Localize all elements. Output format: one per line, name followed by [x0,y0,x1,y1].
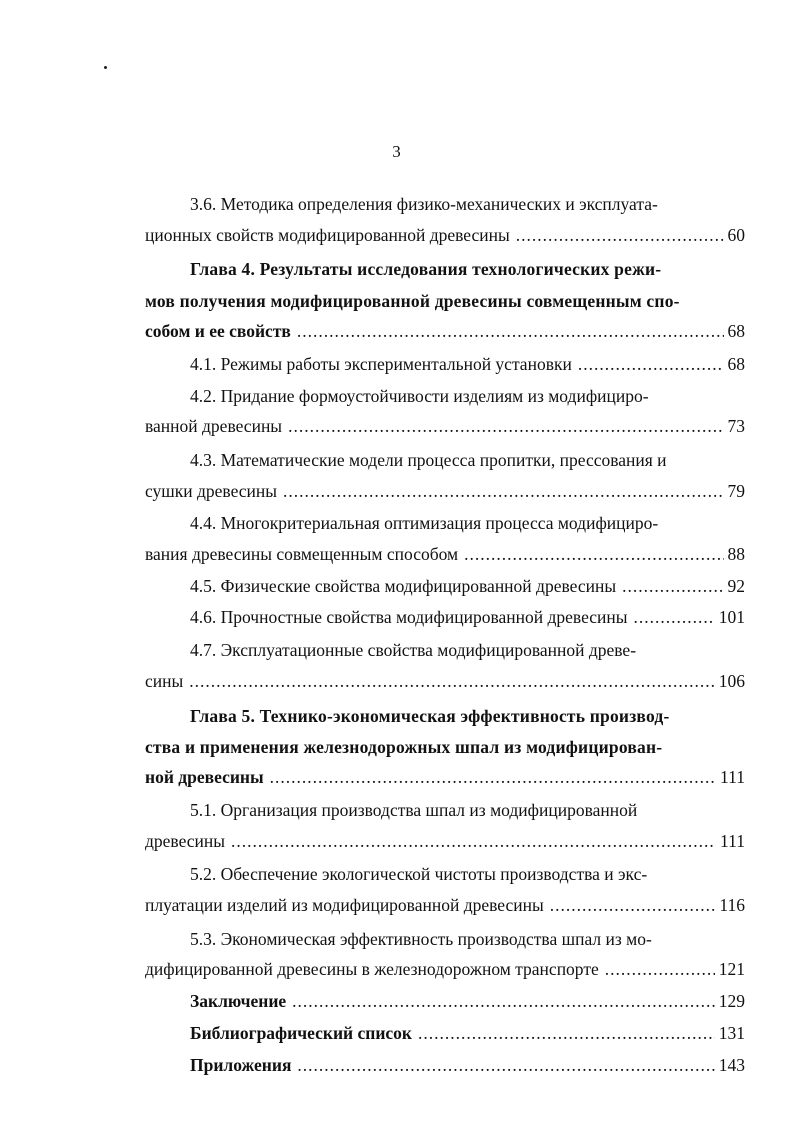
toc-line: 4.6. Прочностные свойства модифицированной древесины [190,607,628,627]
toc-page: 116 [719,895,745,915]
dot-leader [292,987,715,1015]
toc-entry-4-1[interactable] [190,350,745,378]
dot-leader [189,667,714,695]
toc-entry-5-1[interactable] [190,796,745,824]
toc-line: 4.4. Многокритериальная оптимизация процесса модифициро- [190,513,659,533]
toc-line: 4.5. Физические свойства модифицированной древесины [190,576,617,596]
toc-chapter-4-cont[interactable] [145,287,745,315]
toc-line: Библиографический список [190,1023,413,1043]
toc-chapter-5-end[interactable] [145,763,745,791]
toc-line: 4.2. Придание формоустойчивости изделиям из модифициро- [190,386,649,406]
toc-line: 5.2. Обеспечение экологической чистоты производства и экс- [190,864,648,884]
toc-entry-3-6[interactable] [190,190,745,218]
toc-line: вания древесины совмещенным способом [145,544,459,564]
toc-page: 129 [718,991,745,1011]
toc-line: 4.1. Режимы работы экспериментальной установки [190,354,572,374]
dot-leader [578,350,724,378]
toc-line: сушки древесины [145,481,278,501]
toc-entry-4-5[interactable] [190,572,745,600]
toc-chapter-4-end[interactable] [145,317,745,345]
toc-page: 111 [720,831,745,851]
toc-page: 68 [727,354,745,374]
toc-line: плуатации изделий из модифицированной древесины [145,895,544,915]
dot-leader [231,827,716,855]
toc-line: 4.7. Эксплуатационные свойства модифицированной древе- [190,640,637,660]
dot-leader [605,955,715,983]
dot-leader [418,1019,715,1047]
toc-entry-5-1-cont[interactable] [145,827,745,855]
toc-chapter-5[interactable] [190,702,745,730]
toc-entry-4-2-cont[interactable] [145,412,745,440]
toc-line: ванной древесины [145,416,283,436]
dot-leader [516,221,724,249]
toc-page: 79 [727,481,745,501]
toc-entry-4-7[interactable] [190,636,745,664]
toc-entry-5-3-cont[interactable] [145,955,745,983]
toc-page: 143 [718,1055,745,1075]
toc-entry-4-4-cont[interactable] [145,540,745,568]
toc-entry-4-7-cont[interactable] [145,667,745,695]
page-number: 3 [392,142,401,161]
dot-leader [297,1051,714,1079]
dot-leader [283,477,723,505]
toc-entry-4-4[interactable] [190,509,745,537]
toc-line: собом и ее свойств [145,321,291,341]
toc-line: 5.3. Экономическая эффективность производства шпал из мо- [190,929,652,949]
toc-page: 68 [727,321,745,341]
toc-line: ства и применения железнодорожных шпал из модифицирован- [145,737,663,757]
toc-line: Глава 4. Результаты исследования технологических режи- [190,259,662,279]
toc-page: 88 [727,544,745,564]
toc-page: 101 [718,607,745,627]
toc-line: 5.1. Организация производства шпал из модифицированной [190,800,638,820]
toc-entry-5-2[interactable] [190,860,745,888]
toc-page: 111 [720,767,745,787]
toc-page: 73 [727,416,745,436]
dot-leader [550,891,716,919]
toc-entry-4-3-cont[interactable] [145,477,745,505]
toc-line: Заключение [190,991,287,1011]
toc-line: мов получения модифицированной древесины совмещенным спо- [145,291,680,311]
toc-entry-4-6[interactable] [190,603,745,631]
dot-leader [288,412,723,440]
toc-appendices[interactable] [190,1051,745,1079]
dot-leader [622,572,723,600]
toc-entry-3-6-cont[interactable] [145,221,745,249]
toc-page: 92 [727,576,745,596]
toc-line: ной древесины [145,767,264,787]
toc-page: 131 [718,1023,745,1043]
toc-entry-4-3[interactable] [190,446,745,474]
toc-line: Глава 5. Технико-экономическая эффективность производ- [190,706,670,726]
dot-leader [297,317,724,345]
toc-conclusion[interactable] [190,987,745,1015]
toc-chapter-5-cont[interactable] [145,733,745,761]
toc-line: древесины [145,831,226,851]
toc-line: дифицированной древесины в железнодорожном транспорте [145,959,599,979]
toc-entry-5-2-cont[interactable] [145,891,745,919]
toc-bibliography[interactable] [190,1019,745,1047]
toc-line: 3.6. Методика определения физико-механических и эксплуата- [190,194,658,214]
toc-page: 60 [727,225,745,245]
toc-entry-5-3[interactable] [190,925,745,953]
toc-page: 106 [718,671,745,691]
toc-page: 121 [718,959,745,979]
dot-leader [464,540,723,568]
toc-entry-4-2[interactable] [190,382,745,410]
toc-line: ционных свойств модифицированной древесины [145,225,510,245]
toc-line: сины [145,671,184,691]
dot-leader [634,603,715,631]
toc-line: Приложения [190,1055,292,1075]
toc-line: 4.3. Математические модели процесса пропитки, прессования и [190,450,667,470]
dot-leader [270,763,716,791]
toc-chapter-4[interactable] [190,255,745,283]
